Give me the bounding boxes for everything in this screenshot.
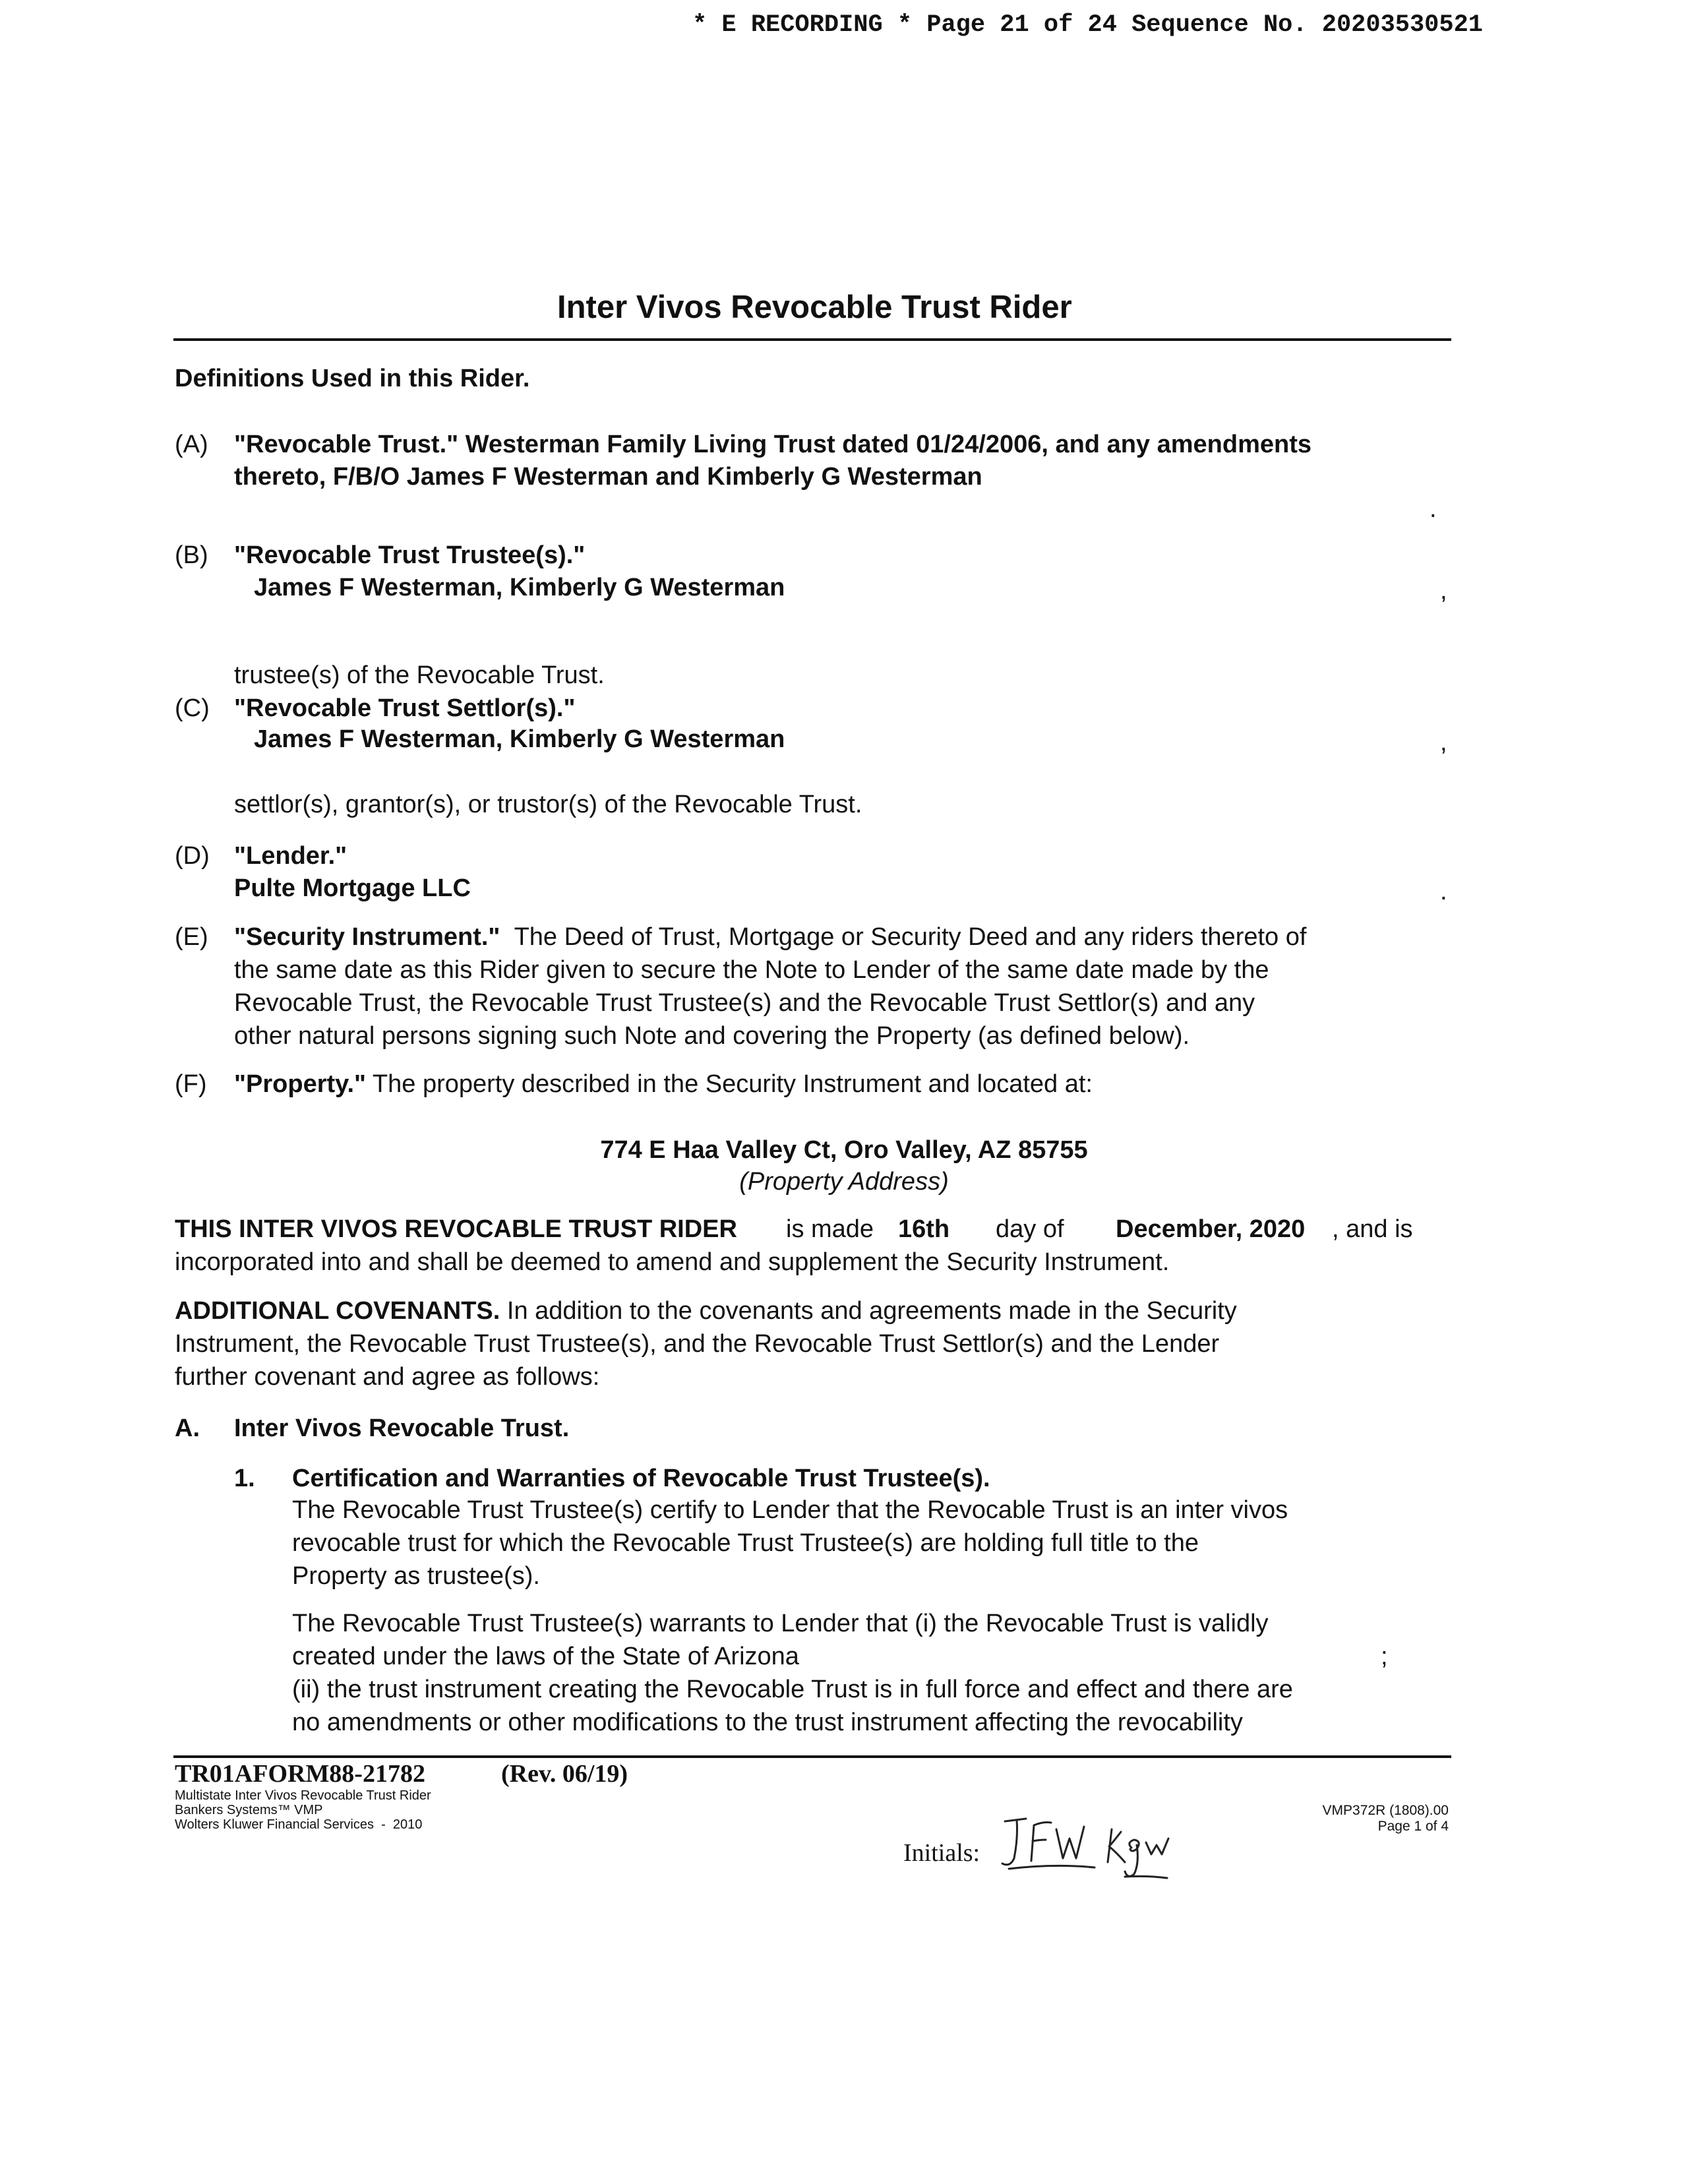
def-e-line4: other natural persons signing such Note and covering the Property (as defined below). xyxy=(234,1022,1190,1050)
def-d-punct: . xyxy=(1440,878,1447,905)
footer-publisher: Wolters Kluwer Financial Services xyxy=(175,1817,374,1832)
item-1-p2-line3: (ii) the trust instrument creating the Revocable Trust is in full force and effect and there are xyxy=(292,1676,1293,1703)
definitions-heading: Definitions Used in this Rider. xyxy=(175,365,530,392)
def-b-names: James F Westerman, Kimberly G Westerman xyxy=(254,574,785,601)
initials-label: Initials: xyxy=(903,1839,980,1867)
def-f-text: The property described in the Security Instrument and located at: xyxy=(372,1070,1093,1098)
footer-form-id: TR01AFORM88-21782 xyxy=(175,1760,425,1788)
rider-made: is made xyxy=(786,1215,874,1243)
lender-name: Pulte Mortgage LLC xyxy=(234,874,471,902)
covenants-line1 xyxy=(175,1295,1237,1327)
item-1-p2-line1: The Revocable Trust Trustee(s) warrants to Lender that (i) the Revocable Trust is validly xyxy=(292,1610,1269,1637)
def-c-after: settlor(s), grantor(s), or trustor(s) of the Revocable Trust. xyxy=(234,791,862,818)
footer-line2: Bankers Systems™ VMP xyxy=(175,1803,323,1817)
covenants-line3: further covenant and agree as follows: xyxy=(175,1363,600,1391)
def-e-text: The Deed of Trust, Mortgage or Security Deed and any riders thereto of xyxy=(514,923,1307,951)
covenants-text: In addition to the covenants and agreements made in the Security xyxy=(506,1297,1237,1325)
item-1-p1-line1: The Revocable Trust Trustee(s) certify to Lender that the Revocable Trust is an inter vivos xyxy=(292,1496,1288,1524)
initials-signature xyxy=(996,1812,1193,1885)
item-1-p2-line4: no amendments or other modifications to the trust instrument affecting the revocability xyxy=(292,1709,1243,1736)
def-f-term: "Property." xyxy=(234,1070,367,1098)
def-e-term: "Security Instrument." xyxy=(234,923,500,951)
def-a-punct: . xyxy=(1430,495,1437,523)
def-f-line xyxy=(234,1068,1093,1100)
title-rule xyxy=(173,338,1451,341)
section-a-heading: Inter Vivos Revocable Trust. xyxy=(234,1414,570,1442)
def-a-line2: thereto, F/B/O James F Westerman and Kimberly G Westerman xyxy=(234,463,982,491)
def-e-label: (E) xyxy=(175,923,208,951)
def-b-label: (B) xyxy=(175,541,208,569)
def-b-punct: , xyxy=(1440,577,1447,605)
def-a-label: (A) xyxy=(175,431,208,458)
footer-line3 xyxy=(175,1817,422,1832)
def-c-punct: , xyxy=(1440,729,1447,756)
def-c-label: (C) xyxy=(175,694,210,722)
def-e-line2: the same date as this Rider given to secure the Note to Lender of the same date made by the xyxy=(234,956,1269,984)
section-a-label: A. xyxy=(175,1414,200,1442)
def-e-line3: Revocable Trust, the Revocable Trust Trustee(s) and the Revocable Trust Settlor(s) and any xyxy=(234,989,1255,1017)
item-1-p1-line3: Property as trustee(s). xyxy=(292,1562,540,1590)
item-1-number: 1. xyxy=(234,1465,255,1492)
rider-date: December, 2020 xyxy=(1116,1215,1306,1243)
def-c-names: James F Westerman, Kimberly G Westerman xyxy=(254,725,785,753)
covenants-line2: Instrument, the Revocable Trust Trustee(s), and the Revocable Trust Settlor(s) and the Lender xyxy=(175,1330,1220,1358)
def-c-heading: "Revocable Trust Settlor(s)." xyxy=(234,694,576,722)
footer-rule xyxy=(173,1755,1451,1758)
def-d-heading: "Lender." xyxy=(234,842,347,870)
footer-vmp-code: VMP372R (1808).00 xyxy=(1322,1803,1449,1818)
def-d-label: (D) xyxy=(175,842,210,870)
item-1-p2-semicolon: ; xyxy=(1381,1643,1388,1670)
recording-header: * E RECORDING * Page 21 of 24 Sequence No. 20203530521 xyxy=(692,11,1483,39)
rider-lead: THIS INTER VIVOS REVOCABLE TRUST RIDER xyxy=(175,1215,737,1243)
def-a-line1: "Revocable Trust." Westerman Family Living Trust dated 01/24/2006, and any amendments xyxy=(234,431,1312,458)
def-b-after: trustee(s) of the Revocable Trust. xyxy=(234,661,605,689)
rider-line2: incorporated into and shall be deemed to amend and supplement the Security Instrument. xyxy=(175,1248,1170,1276)
rider-day-of: day of xyxy=(996,1215,1064,1243)
def-f-label: (F) xyxy=(175,1070,207,1098)
def-b-heading: "Revocable Trust Trustee(s)." xyxy=(234,541,586,569)
item-1-p1-line2: revocable trust for which the Revocable Trust Trustee(s) are holding full title to the xyxy=(292,1529,1199,1557)
def-e-line1 xyxy=(234,921,1306,953)
rider-day: 16th xyxy=(898,1215,950,1243)
item-1-p2-line2: created under the laws of the State of Arizona xyxy=(292,1643,799,1670)
item-1-heading: Certification and Warranties of Revocable Trust Trustee(s). xyxy=(292,1465,990,1492)
footer-year: 2010 xyxy=(392,1817,423,1832)
property-address: 774 E Haa Valley Ct, Oro Valley, AZ 85755 xyxy=(600,1136,1088,1164)
document-title: Inter Vivos Revocable Trust Rider xyxy=(557,289,1072,325)
footer-page-number: Page 1 of 4 xyxy=(1377,1819,1449,1834)
footer-line1: Multistate Inter Vivos Revocable Trust Rider xyxy=(175,1788,431,1803)
footer-rev: (Rev. 06/19) xyxy=(501,1760,628,1788)
rider-and-is: , and is xyxy=(1332,1215,1413,1243)
footer-dash: - xyxy=(381,1817,386,1832)
covenants-lead: ADDITIONAL COVENANTS. xyxy=(175,1297,500,1325)
property-address-caption: (Property Address) xyxy=(739,1168,949,1196)
